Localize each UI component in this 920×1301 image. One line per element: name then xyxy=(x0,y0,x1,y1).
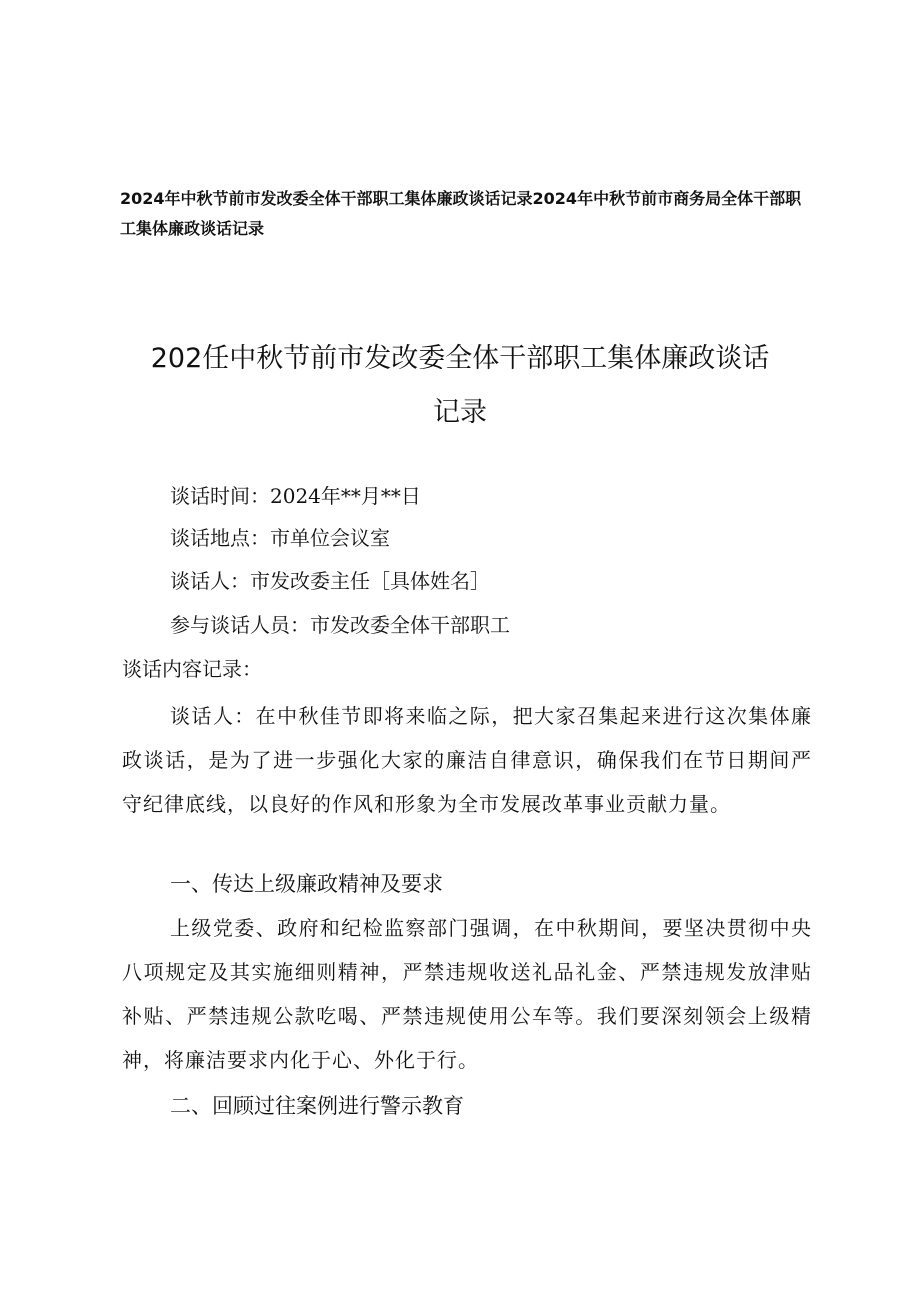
section-body-1: 上级党委、政府和纪检监察部门强调，在中秋期间，要坚决贯彻中央八项规定及其实施细则精神，严禁违规收送礼品礼金、严禁违规发放津贴补贴、严禁违规公款吃喝、严禁违规使用公车等。我们要深刻领会上级精神，将廉洁要求内化于心、外化于行。 xyxy=(122,916,812,1072)
section-heading-2: 二、回顾过往案例进行警示教育 xyxy=(170,1094,464,1118)
meta-participants: 参与谈话人员：市发改委全体干部职工 xyxy=(170,613,510,637)
meta-place: 谈话地点：市单位会议室 xyxy=(170,526,390,550)
content-label: 谈话内容记录： xyxy=(122,657,262,681)
intro-paragraph: 谈话人：在中秋佳节即将来临之际，把大家召集起来进行这次集体廉政谈话，是为了进一步强化大家的廉洁自律意识，确保我们在节日期间严守纪律底线，以良好的作风和形象为全市发展改革事业贡献力量。 xyxy=(122,704,812,816)
document-heading: 2024年中秋节前市发改委全体干部职工集体廉政谈话记录2024年中秋节前市商务局全体干部职工集体廉政谈话记录 xyxy=(120,189,802,238)
meta-time: 谈话时间：2024年**月**日 xyxy=(170,484,421,508)
page-title: 202任中秋节前市发改委全体干部职工集体廉政谈话记录 xyxy=(150,343,770,428)
meta-speaker: 谈话人：市发改委主任［具体姓名］ xyxy=(170,569,490,593)
section-heading-1: 一、传达上级廉政精神及要求 xyxy=(170,872,443,896)
